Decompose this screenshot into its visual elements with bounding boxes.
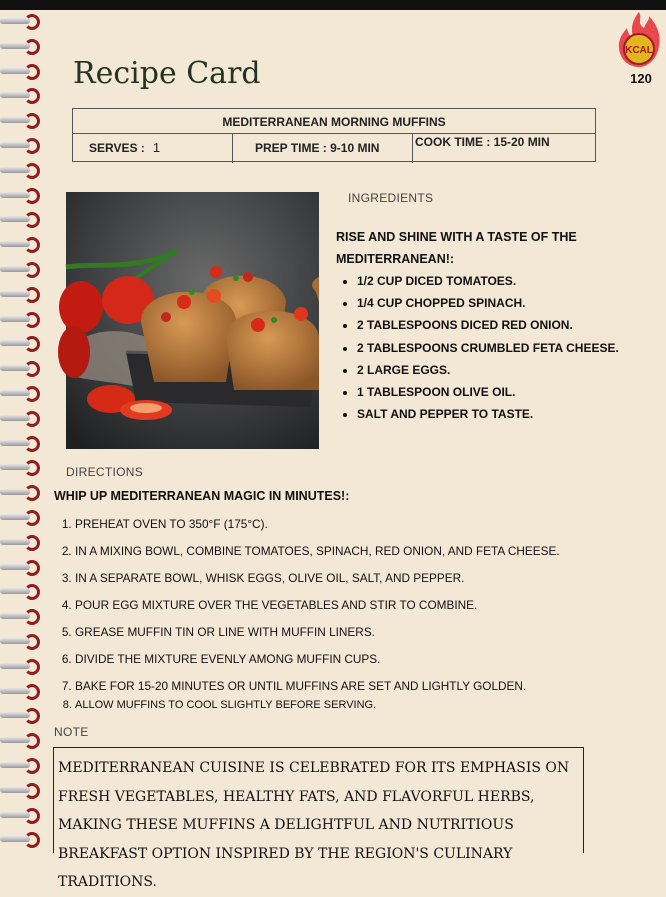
spiral-ring-icon	[0, 808, 44, 822]
muffin-photo	[66, 192, 319, 449]
ingredient-item: • SALT AND PEPPER TO TASTE.	[357, 403, 619, 425]
ingredient-item: • 1/4 CUP CHOPPED SPINACH.	[357, 292, 619, 314]
spiral-ring-icon	[0, 262, 44, 276]
spiral-ring-icon	[0, 584, 44, 598]
directions-intro: WHIP UP MEDITERRANEAN MAGIC IN MINUTES!:	[54, 489, 350, 503]
direction-step: 4. POUR EGG MIXTURE OVER THE VEGETABLES AND STIR TO COMBINE.	[75, 595, 560, 622]
ingredient-item: • 2 LARGE EGGS.	[357, 359, 619, 381]
spiral-ring-icon	[0, 361, 44, 375]
spiral-ring-icon	[0, 783, 44, 797]
serves-value: 1	[152, 140, 161, 155]
note-heading: NOTE	[54, 725, 89, 739]
ingredients-list	[338, 270, 619, 425]
ingredients-heading: INGREDIENTS	[348, 191, 434, 205]
spiral-ring-icon	[0, 386, 44, 400]
top-border	[0, 0, 666, 10]
spiral-ring-icon	[0, 188, 44, 202]
ingredients-intro: RISE AND SHINE WITH A TASTE OF THE MEDITERRANEAN!:	[336, 230, 577, 266]
cook-time: COOK TIME : 15-20 MIN	[415, 135, 550, 149]
spiral-ring-icon	[0, 312, 44, 326]
direction-step: 3. IN A SEPARATE BOWL, WHISK EGGS, OLIVE OIL, SALT, AND PEPPER.	[75, 568, 560, 595]
direction-step: 6. DIVIDE THE MIXTURE EVENLY AMONG MUFFIN CUPS.	[75, 649, 560, 676]
spiral-ring-icon	[0, 88, 44, 102]
direction-step: 2. IN A MIXING BOWL, COMBINE TOMATOES, SPINACH, RED ONION, AND FETA CHEESE.	[75, 541, 560, 568]
spiral-ring-icon	[0, 138, 44, 152]
serves-cell	[73, 134, 233, 163]
spiral-ring-icon	[0, 634, 44, 648]
flame-icon	[616, 10, 662, 68]
spiral-ring-icon	[0, 287, 44, 301]
kcal-icon-label: KCAL	[625, 45, 653, 56]
ingredient-item: • 2 TABLESPOONS DICED RED ONION.	[357, 314, 619, 336]
spiral-ring-icon	[0, 535, 44, 549]
spiral-ring-icon	[0, 39, 44, 53]
direction-step: 1. PREHEAT OVEN TO 350°F (175°C).	[75, 514, 560, 541]
spiral-ring-icon	[0, 609, 44, 623]
spiral-ring-icon	[0, 560, 44, 574]
spiral-ring-icon	[0, 485, 44, 499]
spiral-ring-icon	[0, 436, 44, 450]
prep-time: PREP TIME : 9-10 MIN	[233, 134, 413, 163]
directions-heading: DIRECTIONS	[66, 465, 144, 479]
direction-step: 5. GREASE MUFFIN TIN OR LINE WITH MUFFIN LINERS.	[75, 622, 560, 649]
ingredient-item: • 1 TABLESPOON OLIVE OIL.	[357, 381, 619, 403]
spiral-binding	[0, 10, 48, 853]
recipe-meta-row	[73, 134, 595, 163]
spiral-ring-icon	[0, 733, 44, 747]
recipe-name: MEDITERRANEAN MORNING MUFFINS	[73, 109, 595, 134]
spiral-ring-icon	[0, 336, 44, 350]
spiral-ring-icon	[0, 832, 44, 846]
page-title: Recipe Card	[73, 56, 261, 91]
serves-label: SERVES :	[89, 141, 145, 155]
directions-list	[57, 514, 560, 718]
spiral-ring-icon	[0, 113, 44, 127]
spiral-ring-icon	[0, 14, 44, 28]
spiral-ring-icon	[0, 460, 44, 474]
direction-step: 7. BAKE FOR 15-20 MINUTES OR UNTIL MUFFINS ARE SET AND LIGHTLY GOLDEN.	[75, 676, 560, 698]
spiral-ring-icon	[0, 411, 44, 425]
spiral-ring-icon	[0, 163, 44, 177]
spiral-ring-icon	[0, 708, 44, 722]
kcal-value: 120	[630, 71, 652, 86]
ingredient-item: • 1/2 CUP DICED TOMATOES.	[357, 270, 619, 292]
note-box: MEDITERRANEAN CUISINE IS CELEBRATED FOR ITS EMPHASIS ON FRESH VEGETABLES, HEALTHY FATS, AND FLAVORFUL HERBS, MAKING THESE MUFFINS A DELIGHTFUL AND NUTRITIOUS BREAKFAST OPTION INSPIRED BY THE REGION'S CULINARY TRADITIONS.	[53, 747, 584, 853]
spiral-ring-icon	[0, 684, 44, 698]
spiral-ring-icon	[0, 659, 44, 673]
spiral-ring-icon	[0, 237, 44, 251]
direction-step: 8. ALLOW MUFFINS TO COOL SLIGHTLY BEFORE SERVING.	[75, 698, 560, 718]
spiral-ring-icon	[0, 64, 44, 78]
recipe-info-table	[72, 108, 596, 162]
spiral-ring-icon	[0, 758, 44, 772]
spiral-ring-icon	[0, 510, 44, 524]
ingredient-item: • 2 TABLESPOONS CRUMBLED FETA CHEESE.	[357, 337, 619, 359]
spiral-ring-icon	[0, 212, 44, 226]
